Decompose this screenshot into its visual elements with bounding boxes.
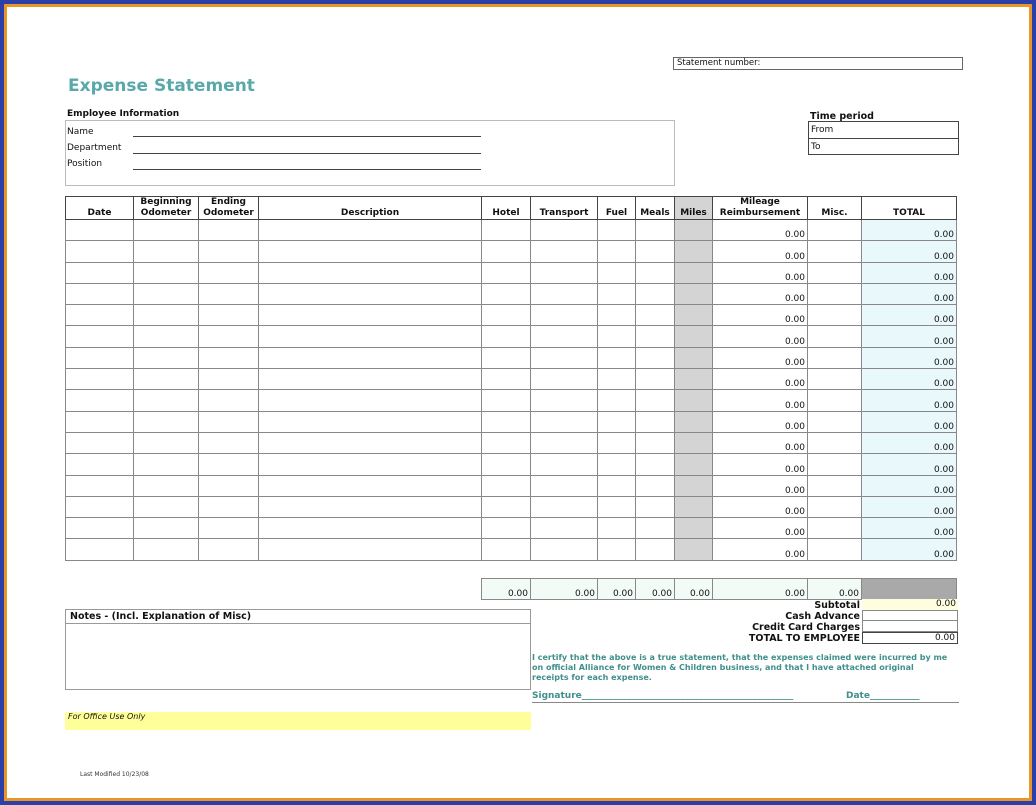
misc-cell[interactable] bbox=[808, 220, 862, 241]
miles-total: 0.00 bbox=[675, 579, 713, 600]
description-cell[interactable] bbox=[259, 262, 482, 283]
fuel-cell[interactable] bbox=[598, 390, 636, 411]
miles-cell[interactable] bbox=[675, 432, 713, 453]
meals-cell[interactable] bbox=[636, 496, 675, 517]
meals-cell[interactable] bbox=[636, 347, 675, 368]
end-odometer-cell[interactable] bbox=[199, 220, 259, 241]
mileage-cell: 0.00 bbox=[713, 496, 808, 517]
date-cell[interactable] bbox=[66, 390, 134, 411]
mileage-cell: 0.00 bbox=[713, 432, 808, 453]
total-cell: 0.00 bbox=[862, 347, 957, 368]
description-cell[interactable] bbox=[259, 283, 482, 304]
end-odometer-cell[interactable] bbox=[199, 283, 259, 304]
name-field[interactable] bbox=[133, 136, 481, 137]
col-header-fuel: Fuel bbox=[598, 197, 636, 220]
description-cell[interactable] bbox=[259, 454, 482, 475]
totals-row bbox=[481, 578, 957, 600]
transport-cell[interactable] bbox=[531, 305, 598, 326]
time-divider bbox=[809, 138, 958, 139]
total-to-employee-value: 0.00 bbox=[862, 632, 958, 644]
mileage-cell: 0.00 bbox=[713, 283, 808, 304]
mileage-cell: 0.00 bbox=[713, 220, 808, 241]
table-row bbox=[66, 347, 957, 368]
description-cell[interactable] bbox=[259, 369, 482, 390]
cash-advance-label: Cash Advance bbox=[785, 611, 860, 622]
table-row bbox=[66, 432, 957, 453]
date-cell[interactable] bbox=[66, 262, 134, 283]
table-row bbox=[66, 390, 957, 411]
col-header-description: Description bbox=[259, 197, 482, 220]
transport-cell[interactable] bbox=[531, 262, 598, 283]
misc-cell[interactable] bbox=[808, 432, 862, 453]
description-cell[interactable] bbox=[259, 432, 482, 453]
begin-odometer-cell[interactable] bbox=[134, 539, 199, 560]
end-odometer-cell[interactable] bbox=[199, 390, 259, 411]
date-cell[interactable] bbox=[66, 305, 134, 326]
end-odometer-cell[interactable] bbox=[199, 305, 259, 326]
begin-odometer-cell[interactable] bbox=[134, 262, 199, 283]
fuel-cell[interactable] bbox=[598, 539, 636, 560]
fuel-cell[interactable] bbox=[598, 220, 636, 241]
name-label: Name bbox=[67, 127, 94, 137]
fuel-cell[interactable] bbox=[598, 454, 636, 475]
meals-cell[interactable] bbox=[636, 241, 675, 262]
misc-cell[interactable] bbox=[808, 262, 862, 283]
total-cell: 0.00 bbox=[862, 241, 957, 262]
total-cell: 0.00 bbox=[862, 496, 957, 517]
end-odometer-cell[interactable] bbox=[199, 518, 259, 539]
begin-odometer-cell[interactable] bbox=[134, 432, 199, 453]
table-row bbox=[66, 326, 957, 347]
end-odometer-cell[interactable] bbox=[199, 496, 259, 517]
mileage-cell: 0.00 bbox=[713, 241, 808, 262]
statement-number-label: Statement number: bbox=[677, 58, 761, 68]
misc-cell[interactable] bbox=[808, 475, 862, 496]
misc-cell[interactable] bbox=[808, 283, 862, 304]
hotel-cell[interactable] bbox=[482, 496, 531, 517]
description-cell[interactable] bbox=[259, 347, 482, 368]
time-to-label: To bbox=[811, 142, 821, 152]
transport-cell[interactable] bbox=[531, 432, 598, 453]
hotel-cell[interactable] bbox=[482, 283, 531, 304]
notes-title: Notes - (Incl. Explanation of Misc) bbox=[70, 611, 252, 622]
hotel-cell[interactable] bbox=[482, 220, 531, 241]
hotel-cell[interactable] bbox=[482, 518, 531, 539]
miles-cell[interactable] bbox=[675, 411, 713, 432]
total-cell: 0.00 bbox=[862, 518, 957, 539]
fuel-cell[interactable] bbox=[598, 518, 636, 539]
end-odometer-cell[interactable] bbox=[199, 475, 259, 496]
date-line[interactable]: Date___________ bbox=[846, 691, 920, 701]
misc-cell[interactable] bbox=[808, 326, 862, 347]
begin-odometer-cell[interactable] bbox=[134, 475, 199, 496]
misc-cell[interactable] bbox=[808, 347, 862, 368]
mileage-cell: 0.00 bbox=[713, 262, 808, 283]
table-row bbox=[66, 283, 957, 304]
table-row bbox=[66, 262, 957, 283]
description-cell[interactable] bbox=[259, 411, 482, 432]
end-odometer-cell[interactable] bbox=[199, 347, 259, 368]
end-odometer-cell[interactable] bbox=[199, 411, 259, 432]
meals-cell[interactable] bbox=[636, 432, 675, 453]
certification-text: I certify that the above is a true statement, that the expenses claimed were incurred by me on official Alliance for Women & Children business, and that I have attached original receipts for each expense. bbox=[532, 653, 948, 682]
col-header-miles: Miles bbox=[675, 197, 713, 220]
col-header-beginning-odometer: Beginning Odometer bbox=[134, 197, 199, 220]
credit-card-field[interactable] bbox=[862, 621, 958, 632]
date-cell[interactable] bbox=[66, 475, 134, 496]
meals-total: 0.00 bbox=[636, 579, 675, 600]
total-cell: 0.00 bbox=[862, 305, 957, 326]
end-odometer-cell[interactable] bbox=[199, 241, 259, 262]
mileage-cell: 0.00 bbox=[713, 518, 808, 539]
mileage-cell: 0.00 bbox=[713, 369, 808, 390]
transport-cell[interactable] bbox=[531, 390, 598, 411]
expense-table bbox=[65, 196, 957, 561]
begin-odometer-cell[interactable] bbox=[134, 369, 199, 390]
transport-cell[interactable] bbox=[531, 539, 598, 560]
office-use-label: For Office Use Only bbox=[68, 712, 146, 721]
meals-cell[interactable] bbox=[636, 262, 675, 283]
col-header-date: Date bbox=[66, 197, 134, 220]
meals-cell[interactable] bbox=[636, 539, 675, 560]
time-to-field[interactable] bbox=[809, 142, 958, 152]
hotel-cell[interactable] bbox=[482, 347, 531, 368]
date-cell[interactable] bbox=[66, 454, 134, 475]
date-cell[interactable] bbox=[66, 369, 134, 390]
description-cell[interactable] bbox=[259, 496, 482, 517]
col-header-misc: Misc. bbox=[808, 197, 862, 220]
description-cell[interactable] bbox=[259, 326, 482, 347]
page-title: Expense Statement bbox=[68, 76, 255, 96]
cash-advance-field[interactable] bbox=[862, 610, 958, 621]
miles-cell[interactable] bbox=[675, 454, 713, 475]
table-row bbox=[66, 241, 957, 262]
total-cell: 0.00 bbox=[862, 283, 957, 304]
table-row bbox=[66, 369, 957, 390]
office-use-box bbox=[65, 712, 531, 730]
date-cell[interactable] bbox=[66, 347, 134, 368]
total-cell: 0.00 bbox=[862, 432, 957, 453]
miles-cell[interactable] bbox=[675, 283, 713, 304]
transport-cell[interactable] bbox=[531, 347, 598, 368]
transport-cell[interactable] bbox=[531, 283, 598, 304]
employee-info-heading: Employee Information bbox=[67, 109, 180, 119]
meals-cell[interactable] bbox=[636, 283, 675, 304]
col-header-hotel: Hotel bbox=[482, 197, 531, 220]
misc-cell[interactable] bbox=[808, 241, 862, 262]
meals-cell[interactable] bbox=[636, 390, 675, 411]
col-header-ending-odometer: Ending Odometer bbox=[199, 197, 259, 220]
hotel-cell[interactable] bbox=[482, 432, 531, 453]
table-row bbox=[66, 539, 957, 560]
transport-cell[interactable] bbox=[531, 369, 598, 390]
mileage-cell: 0.00 bbox=[713, 411, 808, 432]
transport-cell[interactable] bbox=[531, 518, 598, 539]
subtotal-value: 0.00 bbox=[862, 599, 958, 610]
description-cell[interactable] bbox=[259, 241, 482, 262]
mileage-cell: 0.00 bbox=[713, 347, 808, 368]
begin-odometer-cell[interactable] bbox=[134, 411, 199, 432]
meals-cell[interactable] bbox=[636, 454, 675, 475]
mileage-total: 0.00 bbox=[713, 579, 808, 600]
misc-cell[interactable] bbox=[808, 518, 862, 539]
table-row bbox=[66, 454, 957, 475]
mileage-cell: 0.00 bbox=[713, 390, 808, 411]
transport-cell[interactable] bbox=[531, 220, 598, 241]
col-header-meals: Meals bbox=[636, 197, 675, 220]
hotel-cell[interactable] bbox=[482, 305, 531, 326]
fuel-cell[interactable] bbox=[598, 262, 636, 283]
date-cell[interactable] bbox=[66, 220, 134, 241]
hotel-cell[interactable] bbox=[482, 262, 531, 283]
begin-odometer-cell[interactable] bbox=[134, 496, 199, 517]
fuel-cell[interactable] bbox=[598, 496, 636, 517]
credit-card-label: Credit Card Charges bbox=[752, 622, 860, 633]
miles-cell[interactable] bbox=[675, 347, 713, 368]
date-cell[interactable] bbox=[66, 241, 134, 262]
expense-rows bbox=[66, 220, 957, 561]
date-cell[interactable] bbox=[66, 283, 134, 304]
statement-number-field[interactable] bbox=[673, 57, 963, 70]
meals-cell[interactable] bbox=[636, 220, 675, 241]
table-row bbox=[66, 220, 957, 241]
total-cell: 0.00 bbox=[862, 454, 957, 475]
hotel-cell[interactable] bbox=[482, 475, 531, 496]
misc-cell[interactable] bbox=[808, 369, 862, 390]
description-cell[interactable] bbox=[259, 518, 482, 539]
begin-odometer-cell[interactable] bbox=[134, 390, 199, 411]
misc-cell[interactable] bbox=[808, 411, 862, 432]
end-odometer-cell[interactable] bbox=[199, 454, 259, 475]
begin-odometer-cell[interactable] bbox=[134, 305, 199, 326]
hotel-cell[interactable] bbox=[482, 539, 531, 560]
miles-cell[interactable] bbox=[675, 539, 713, 560]
end-odometer-cell[interactable] bbox=[199, 539, 259, 560]
hotel-cell[interactable] bbox=[482, 411, 531, 432]
total-cell: 0.00 bbox=[862, 475, 957, 496]
table-row bbox=[66, 411, 957, 432]
total-cell: 0.00 bbox=[862, 411, 957, 432]
time-from-field[interactable] bbox=[809, 125, 958, 135]
meals-cell[interactable] bbox=[636, 475, 675, 496]
description-cell[interactable] bbox=[259, 390, 482, 411]
table-row bbox=[66, 496, 957, 517]
transport-cell[interactable] bbox=[531, 241, 598, 262]
fuel-cell[interactable] bbox=[598, 432, 636, 453]
misc-cell[interactable] bbox=[808, 496, 862, 517]
hotel-cell[interactable] bbox=[482, 241, 531, 262]
total-to-employee-label: TOTAL TO EMPLOYEE bbox=[748, 633, 860, 644]
transport-cell[interactable] bbox=[531, 454, 598, 475]
mileage-cell: 0.00 bbox=[713, 454, 808, 475]
fuel-cell[interactable] bbox=[598, 305, 636, 326]
total-cell: 0.00 bbox=[862, 369, 957, 390]
end-odometer-cell[interactable] bbox=[199, 432, 259, 453]
begin-odometer-cell[interactable] bbox=[134, 241, 199, 262]
begin-odometer-cell[interactable] bbox=[134, 283, 199, 304]
fuel-cell[interactable] bbox=[598, 326, 636, 347]
department-label: Department bbox=[67, 143, 122, 153]
end-odometer-cell[interactable] bbox=[199, 326, 259, 347]
grand-total-cell bbox=[862, 579, 957, 600]
end-odometer-cell[interactable] bbox=[199, 262, 259, 283]
total-cell: 0.00 bbox=[862, 262, 957, 283]
date-cell[interactable] bbox=[66, 539, 134, 560]
transport-cell[interactable] bbox=[531, 326, 598, 347]
begin-odometer-cell[interactable] bbox=[134, 454, 199, 475]
total-cell: 0.00 bbox=[862, 390, 957, 411]
miles-cell[interactable] bbox=[675, 305, 713, 326]
end-odometer-cell[interactable] bbox=[199, 369, 259, 390]
begin-odometer-cell[interactable] bbox=[134, 220, 199, 241]
hotel-cell[interactable] bbox=[482, 390, 531, 411]
miles-cell[interactable] bbox=[675, 220, 713, 241]
signature-rule bbox=[532, 702, 959, 703]
position-field[interactable] bbox=[133, 169, 481, 170]
miles-cell[interactable] bbox=[675, 369, 713, 390]
transport-cell[interactable] bbox=[531, 411, 598, 432]
table-row bbox=[66, 518, 957, 539]
col-header-mileage-reimbursement: Mileage Reimbursement bbox=[713, 197, 808, 220]
misc-cell[interactable] bbox=[808, 390, 862, 411]
miles-cell[interactable] bbox=[675, 475, 713, 496]
hotel-cell[interactable] bbox=[482, 369, 531, 390]
time-period-box bbox=[808, 121, 959, 155]
miles-cell[interactable] bbox=[675, 496, 713, 517]
transport-cell[interactable] bbox=[531, 475, 598, 496]
misc-cell[interactable] bbox=[808, 539, 862, 560]
transport-total: 0.00 bbox=[531, 579, 598, 600]
begin-odometer-cell[interactable] bbox=[134, 326, 199, 347]
hotel-cell[interactable] bbox=[482, 454, 531, 475]
mileage-cell: 0.00 bbox=[713, 305, 808, 326]
misc-cell[interactable] bbox=[808, 305, 862, 326]
total-cell: 0.00 bbox=[862, 326, 957, 347]
mileage-cell: 0.00 bbox=[713, 539, 808, 560]
fuel-cell[interactable] bbox=[598, 411, 636, 432]
transport-cell[interactable] bbox=[531, 496, 598, 517]
fuel-cell[interactable] bbox=[598, 347, 636, 368]
department-field[interactable] bbox=[133, 153, 481, 154]
misc-cell[interactable] bbox=[808, 454, 862, 475]
time-period-heading: Time period bbox=[810, 111, 874, 122]
date-cell[interactable] bbox=[66, 432, 134, 453]
date-cell[interactable] bbox=[66, 518, 134, 539]
col-header-transport: Transport bbox=[531, 197, 598, 220]
miles-cell[interactable] bbox=[675, 262, 713, 283]
begin-odometer-cell[interactable] bbox=[134, 347, 199, 368]
table-row bbox=[66, 475, 957, 496]
notes-box[interactable] bbox=[65, 609, 531, 690]
misc-total: 0.00 bbox=[808, 579, 862, 600]
meals-cell[interactable] bbox=[636, 518, 675, 539]
fuel-total: 0.00 bbox=[598, 579, 636, 600]
meals-cell[interactable] bbox=[636, 305, 675, 326]
meals-cell[interactable] bbox=[636, 411, 675, 432]
mileage-cell: 0.00 bbox=[713, 475, 808, 496]
col-header-total: TOTAL bbox=[862, 197, 957, 220]
begin-odometer-cell[interactable] bbox=[134, 518, 199, 539]
description-cell[interactable] bbox=[259, 220, 482, 241]
miles-cell[interactable] bbox=[675, 390, 713, 411]
date-cell[interactable] bbox=[66, 326, 134, 347]
description-cell[interactable] bbox=[259, 539, 482, 560]
description-cell[interactable] bbox=[259, 305, 482, 326]
table-row bbox=[66, 305, 957, 326]
fuel-cell[interactable] bbox=[598, 369, 636, 390]
position-label: Position bbox=[67, 159, 103, 169]
subtotal-label: Subtotal bbox=[814, 600, 860, 611]
miles-cell[interactable] bbox=[675, 518, 713, 539]
meals-cell[interactable] bbox=[636, 369, 675, 390]
time-from-label: From bbox=[811, 125, 834, 135]
fuel-cell[interactable] bbox=[598, 241, 636, 262]
total-cell: 0.00 bbox=[862, 539, 957, 560]
date-cell[interactable] bbox=[66, 411, 134, 432]
date-cell[interactable] bbox=[66, 496, 134, 517]
fuel-cell[interactable] bbox=[598, 475, 636, 496]
mileage-cell: 0.00 bbox=[713, 326, 808, 347]
miles-cell[interactable] bbox=[675, 326, 713, 347]
last-modified: Last Modified 10/23/08 bbox=[80, 771, 149, 778]
hotel-cell[interactable] bbox=[482, 326, 531, 347]
notes-divider bbox=[66, 623, 530, 624]
signature-line[interactable]: Signature_______________________________________________ bbox=[532, 691, 794, 701]
hotel-total: 0.00 bbox=[482, 579, 531, 600]
fuel-cell[interactable] bbox=[598, 283, 636, 304]
meals-cell[interactable] bbox=[636, 326, 675, 347]
miles-cell[interactable] bbox=[675, 241, 713, 262]
description-cell[interactable] bbox=[259, 475, 482, 496]
total-cell: 0.00 bbox=[862, 220, 957, 241]
